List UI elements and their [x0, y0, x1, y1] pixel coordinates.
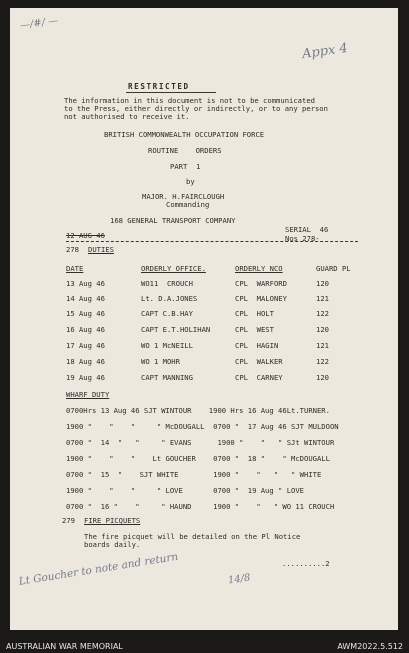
classification-underline [126, 92, 216, 93]
duty-date: 17 Aug 46 [66, 341, 105, 350]
fire-picquets-text-2: boards daily. [84, 540, 141, 549]
duty-nco: CPL WARFORD [235, 279, 287, 288]
duty-nco: CPL WALKER [235, 357, 283, 366]
duty-guard: 122 [316, 357, 329, 366]
column-guard-platoon: GUARD PL [316, 264, 351, 273]
notice-line-3: not authorised to receive it. [64, 112, 190, 121]
column-date: DATE [66, 264, 84, 273]
duty-date: 16 Aug 46 [66, 325, 105, 334]
wharf-duty-heading: WHARF DUTY [66, 390, 110, 399]
appendix-annotation: Appx 4 [301, 40, 349, 63]
officer-role: Commanding [166, 200, 210, 209]
fire-picquets-text-1: The fire picquet will be detailed on the Pl Notice [84, 532, 301, 541]
duty-guard: 120 [316, 279, 329, 288]
continuation-marker: ..........2 [282, 559, 330, 568]
notice-line-2: to the Press, either directly or indirectly, or to any person [64, 104, 328, 113]
document-page [10, 8, 398, 630]
duty-date: 19 Aug 46 [66, 373, 105, 382]
list-item: 0700 " 16 " " " HAUND 1900 " " " WO 11 CROUCH [66, 502, 335, 511]
notice-line-1: The information in this document is not to be communicated [64, 96, 315, 105]
duty-officer: WO 1 MOHR [141, 357, 180, 366]
duty-guard: 120 [316, 373, 329, 382]
duty-officer: CAPT MANNING [141, 373, 193, 382]
serial-label: SERIAL 46 [285, 225, 329, 234]
duty-nco: CPL MALONEY [235, 294, 287, 303]
column-orderly-officer: ORDERLY OFFICE. [141, 264, 206, 273]
header-rule [66, 241, 358, 242]
duty-officer: CAPT C.B.HAY [141, 309, 193, 318]
list-item: 1900 " " " Lt GOUCHER 0700 " 18 " " McDOUGALL [66, 454, 330, 463]
serial-numbers: Nos 278- [285, 234, 320, 243]
part-label: PART 1 [170, 162, 201, 171]
duty-officer: WO 1 McNEILL [141, 341, 193, 350]
signature-note: Lt Goucher to note and return [18, 550, 179, 588]
fire-picquets-heading: FIRE PICQUETS [84, 516, 141, 525]
orders-title: ROUTINE ORDERS [148, 146, 222, 155]
top-left-scrawl: —/#/ — [19, 15, 59, 32]
classification-heading: RESTRICTED [128, 82, 190, 91]
duty-date: 14 Aug 46 [66, 294, 105, 303]
column-orderly-nco: ORDERLY NCO [235, 264, 283, 273]
list-item: 0700Hrs 13 Aug 46 SJT WINTOUR 1900 Hrs 16 Aug 46Lt.TURNER. [66, 406, 330, 415]
unit-name: 168 GENERAL TRANSPORT COMPANY [110, 216, 236, 225]
duty-guard: 120 [316, 325, 329, 334]
duty-nco: CPL HOLT [235, 309, 274, 318]
footer-accession-number: AWM2022.5.512 [337, 642, 403, 651]
commanding-officer: MAJOR. H.FAIRCLOUGH [142, 192, 225, 201]
duties-number: 278 [66, 245, 79, 254]
duty-date: 13 Aug 46 [66, 279, 105, 288]
duties-heading: DUTIES [88, 245, 114, 254]
duty-nco: CPL CARNEY [235, 373, 283, 382]
list-item: 1900 " " " " McDOUGALL 0700 " 17 Aug 46 SJT MULDOON [66, 422, 339, 431]
list-item: 0700 " 14 " " " EVANS 1900 " " " SJt WINTOUR [66, 438, 335, 447]
order-date: 12 AUG 46 [66, 231, 105, 240]
duty-nco: CPL HAGIN [235, 341, 279, 350]
duty-officer: WO11 CROUCH [141, 279, 193, 288]
by-label: by [186, 177, 195, 186]
force-name: BRITISH COMMONWEALTH OCCUPATION FORCE [104, 130, 265, 139]
duty-guard: 121 [316, 341, 329, 350]
initials-date: 14/8 [227, 572, 252, 587]
list-item: 0700 " 15 " SJT WHITE 1900 " " " " WHITE [66, 470, 322, 479]
duty-date: 18 Aug 46 [66, 357, 105, 366]
footer-institution: AUSTRALIAN WAR MEMORIAL [6, 642, 123, 651]
duty-officer: Lt. D.A.JONES [141, 294, 198, 303]
list-item: 1900 " " " " LOVE 0700 " 19 Aug " LOVE [66, 486, 304, 495]
duty-guard: 122 [316, 309, 329, 318]
duty-officer: CAPT E.T.HOLIHAN [141, 325, 211, 334]
fire-picquets-number: 279 [62, 516, 75, 525]
duty-date: 15 Aug 46 [66, 309, 105, 318]
duty-nco: CPL WEST [235, 325, 274, 334]
duty-guard: 121 [316, 294, 329, 303]
